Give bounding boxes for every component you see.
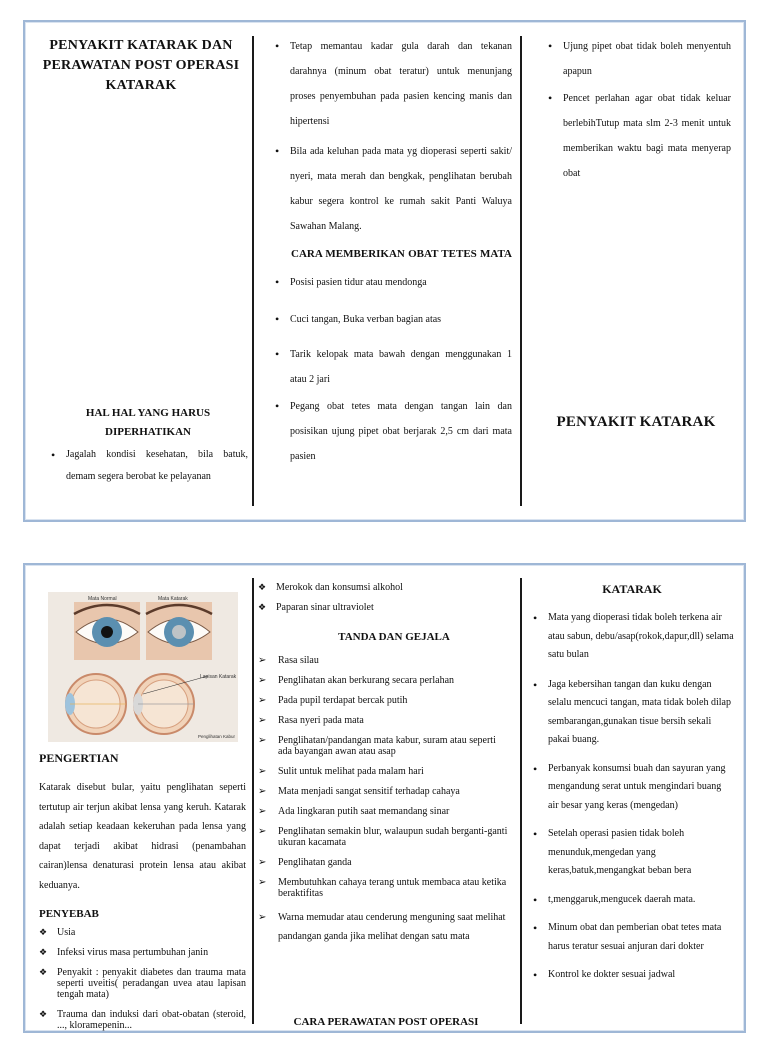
top-middle-column [272,34,512,469]
list-item: ❖ Penyakit : penyakit diabetes dan trauma mata seperti uveitis( peradangan uvea atau lapisan tengah mata) [39,967,246,1000]
list-item: ➢ Penglihatan/pandangan mata kabur, suram atau seperti ada bayangan awan atau asap [258,735,510,757]
normal-eye-icon [74,602,140,660]
list-item: ➢ Pada pupil terdapat bercak putih [258,695,510,706]
list-item: ➢ Mata menjadi sangat sensitif terhadap cahaya [258,786,510,797]
list-item: ➢ Penglihatan semakin blur, walaupun sudah berganti-ganti ukuran kacamata [258,826,510,848]
cara-heading-block [262,1012,510,1032]
list-item: • Cuci tangan, Buka verban bagian atas [272,307,512,332]
list-item: • Perbanyak konsumsi buah dan sayuran yang mengandung serat untuk mengindari buang air besar yang keras (mengedan) [530,760,734,816]
list-item: • Mata yang dioperasi tidak boleh terkena air atau sabun, debu/asap(rokok,dapur,dll) selama satu bulan [530,609,734,665]
list-item: ➢ Ada lingkaran putih saat memandang sinar [258,806,510,817]
tanda-list [258,655,510,946]
column-divider [252,578,254,1024]
penyebab-list [39,927,246,1031]
eye-diagram-svg [48,592,238,742]
brochure-title: PENYAKIT KATARAK DAN PERAWATAN POST OPERASI KATARAK [42,38,240,93]
eye-drops-heading: CARA MEMBERIKAN OBAT TETES MATA [291,248,512,260]
eye-drops-steps [272,270,512,469]
list-item: ❖ Infeksi virus masa pertumbuhan janin [39,947,246,958]
hal-title-line2: DIPERHATIKAN [105,426,191,438]
cover-title: PENYAKIT KATARAK [556,414,716,430]
list-item: • Kontrol ke dokter sesuai jadwal [530,966,734,985]
list-item: • Pegang obat tetes mata dengan tangan lain dan posisikan ujung pipet obat berjarak 2,5 cm dari mata pasien [272,394,512,469]
cover-title-block [536,412,736,432]
list-item: ➢ Penglihatan akan berkurang secara perlahan [258,675,510,686]
normal-eye-cross-section-icon [65,674,126,734]
list-item: ➢ Rasa nyeri pada mata [258,715,510,726]
top-left-column [34,36,248,96]
list-item: ❖ Trauma dan induksi dari obat-obatan (steroid, ..., kloramepenin... [39,1009,246,1031]
list-item: ➢ Sulit untuk melihat pada malam hari [258,766,510,777]
list-item: • Ujung pipet obat tidak boleh menyentuh apapun [545,34,731,84]
list-item: • Jagalah kondisi kesehatan, bila batuk, demam segera berobat ke pelayanan [48,444,248,488]
care-list [272,34,512,239]
label-katarak: Mata Katarak [158,596,188,602]
tanda-title: TANDA DAN GEJALA [338,631,450,643]
list-item: • Minum obat dan pemberian obat tetes mata harus teratur sesuai anjuran dari dokter [530,919,734,956]
list-item: • Jaga kebersihan tangan dan kuku dengan selalu mencuci tangan, mata tidak boleh dilap sembarangan,gunakan tisue bersih sekali pakai buang. [530,676,734,750]
list-item: ➢ Membutuhkan cahaya terang untuk membaca atau ketika beraktifitas [258,877,510,899]
list-item: • Posisi pasien tidur atau mendonga [272,270,512,295]
list-item: • Pencet perlahan agar obat tidak keluar berlebihTutup mata slm 2-3 menit untuk memberikan waktu bagi mata menyerap obat [545,86,731,186]
list-item: • Bila ada keluhan pada mata yg dioperasi seperti sakit/ nyeri, mata merah dan bengkak, penglihatan berubah kabur segera kontrol ke rumah sakit Panti Waluya Sawahan Malang. [272,139,512,239]
hal-title-line1: HAL HAL YANG HARUS [85,407,211,419]
list-item: • Tetap memantau kadar gula darah dan tekanan darahnya (minum obat teratur) untuk menunjang proses penyembuhan pada pasien kencing manis dan hipertensi [272,34,512,134]
list-item: ❖ Usia [39,927,246,938]
list-item: ➢ Warna memudar atau cenderung menguning saat melihat pandangan ganda jika melihat dengan satu mata [258,908,510,946]
eye-drops-steps-cont [545,34,731,186]
list-item: • t,menggaruk,mengucek daerah mata. [530,891,734,910]
column-divider [520,36,522,506]
label-lapisan: Lapisan Katarak [200,674,237,680]
list-item: ❖ Merokok dan konsumsi alkohol [258,582,510,593]
cataract-eye-illustration [48,592,238,742]
column-divider [252,36,254,506]
list-item: ➢ Rasa silau [258,655,510,666]
column-divider [520,578,522,1024]
pengertian-text: Katarak disebut bular, yaitu penglihatan seperti tertutup air terjun akibat lensa yang keruh. Katarak adalah setiap keadaan kekeruhan pada lensa yang dapat terjadi akibat hidrasi (penambahan cairan)lensa denaturasi protein lensa atau akibat keduanya. [39,782,246,891]
top-right-column [545,34,731,186]
cara-perawatan-title: CARA PERAWATAN POST OPERASI [293,1016,479,1028]
penyebab-lanjut-list [258,582,510,613]
list-item: • Tarik kelopak mata bawah dengan menggunakan 1 atau 2 jari [272,342,512,392]
katarak-title: KATARAK [602,582,662,596]
list-item: ❖ Paparan sinar ultraviolet [258,602,510,613]
bottom-right-column [530,578,734,985]
label-normal: Mata Normal [88,596,117,602]
penyebab-title: PENYEBAB [39,908,99,920]
bottom-left-column [39,748,246,1040]
pengertian-title: PENGERTIAN [39,751,119,765]
perawatan-list [530,609,734,985]
bottom-middle-column [258,582,510,955]
cataract-eye-icon [146,602,212,660]
hal-list [48,444,248,488]
list-item: ➢ Penglihatan ganda [258,857,510,868]
hal-section [48,404,248,488]
list-item: • Setelah operasi pasien tidak boleh menunduk,mengedan yang keras,batuk,mengangkat beban bera [530,825,734,881]
label-kabur: Penglihatan Kabur [198,734,236,739]
